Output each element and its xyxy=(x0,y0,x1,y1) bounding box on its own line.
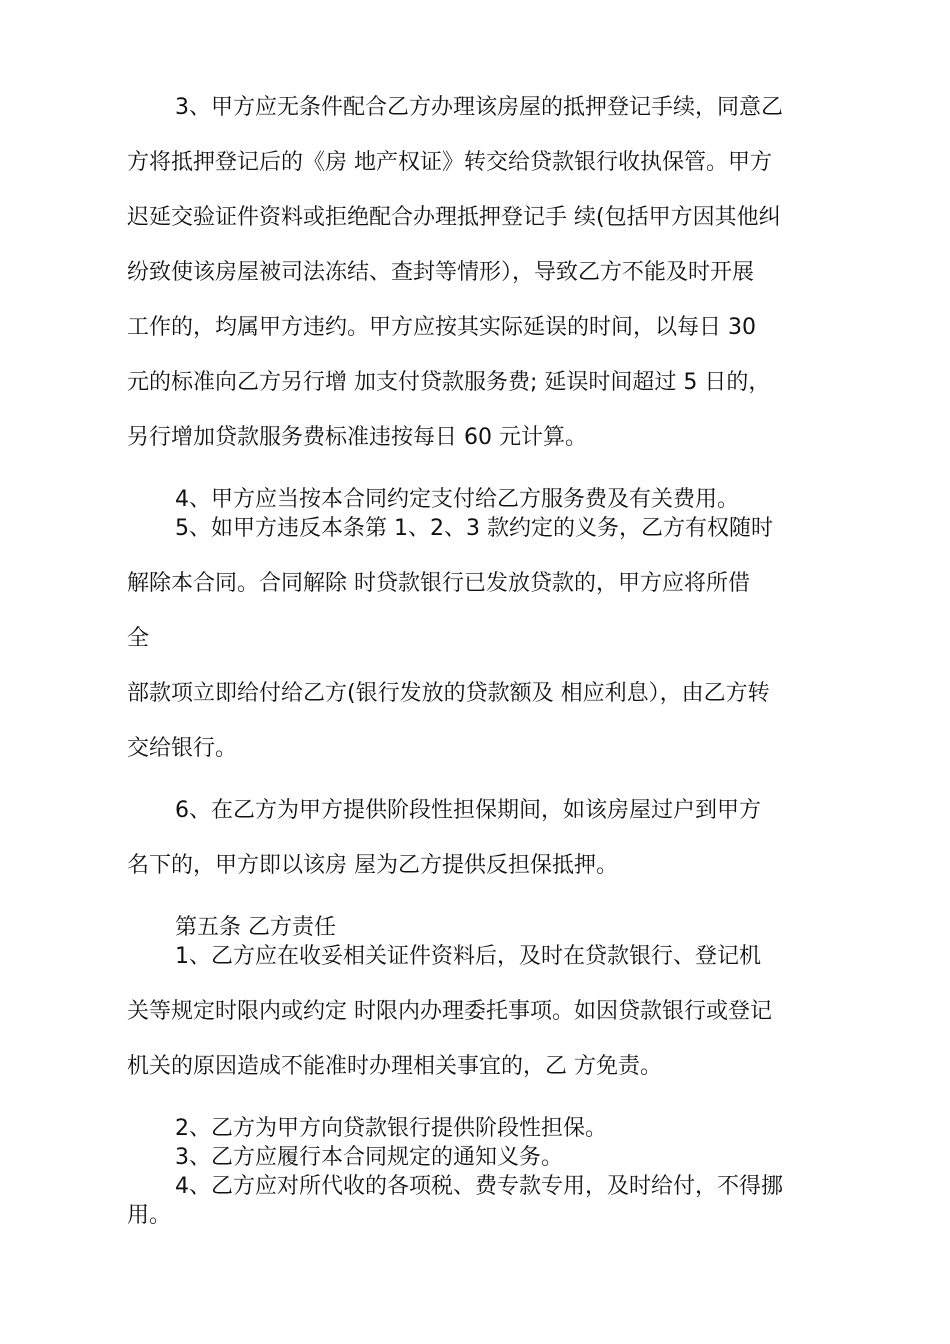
party-b-clause-3: 3、乙方应履行本合同规定的通知义务。 xyxy=(175,1145,563,1170)
clause-6-line-2: 名下的，甲方即以该房 屋为乙方提供反担保抵押。 xyxy=(127,853,618,878)
party-b-clause-2: 2、乙方为甲方向贷款银行提供阶段性担保。 xyxy=(175,1116,607,1141)
clause-3-line-5: 工作的，均属甲方违约。甲方应按其实际延误的时间，以每日 30 xyxy=(127,315,756,340)
clause-3-line-4: 纷致使该房屋被司法冻结、查封等情形），导致乙方不能及时开展 xyxy=(127,260,755,285)
clause-5-line-4: 部款项立即给付给乙方(银行发放的贷款额及 相应利息），由乙方转 xyxy=(127,681,770,706)
clause-3-line-3: 迟延交验证件资料或拒绝配合办理抵押登记手 续(包括甲方因其他纠 xyxy=(127,205,781,230)
clause-5-line-1: 5、如甲方违反本条第 1、2、3 款约定的义务，乙方有权随时 xyxy=(175,516,773,541)
party-b-clause-4-line-2: 用。 xyxy=(127,1203,172,1228)
clause-4-line-1: 4、甲方应当按本合同约定支付给乙方服务费及有关费用。 xyxy=(175,487,739,512)
clause-6-line-1: 6、在乙方为甲方提供阶段性担保期间，如该房屋过户到甲方 xyxy=(175,798,761,823)
clause-3-line-1: 3、甲方应无条件配合乙方办理该房屋的抵押登记手续，同意乙 xyxy=(175,95,783,120)
section-5-heading: 第五条 乙方责任 xyxy=(175,915,336,940)
party-b-clause-1-line-3: 机关的原因造成不能准时办理相关事宜的，乙 方免责。 xyxy=(127,1054,662,1079)
clause-5-line-2: 解除本合同。合同解除 时贷款银行已发放贷款的，甲方应将所借 xyxy=(127,571,750,596)
clause-5-line-3: 全 xyxy=(127,626,150,651)
party-b-clause-1-line-2: 关等规定时限内或约定 时限内办理委托事项。如因贷款银行或登记 xyxy=(127,999,772,1024)
party-b-clause-4-line-1: 4、乙方应对所代收的各项税、费专款专用，及时给付，不得挪 xyxy=(175,1174,783,1199)
clause-3-line-7: 另行增加贷款服务费标准违按每日 60 元计算。 xyxy=(127,425,587,450)
clause-3-line-6: 元的标准向乙方另行增 加支付贷款服务费; 延误时间超过 5 日的， xyxy=(127,370,771,395)
clause-5-line-5: 交给银行。 xyxy=(127,736,238,761)
party-b-clause-1-line-1: 1、乙方应在收妥相关证件资料后，及时在贷款银行、登记机 xyxy=(175,944,761,969)
clause-3-line-2: 方将抵押登记后的《房 地产权证》转交给贷款银行收执保管。甲方 xyxy=(127,150,772,175)
